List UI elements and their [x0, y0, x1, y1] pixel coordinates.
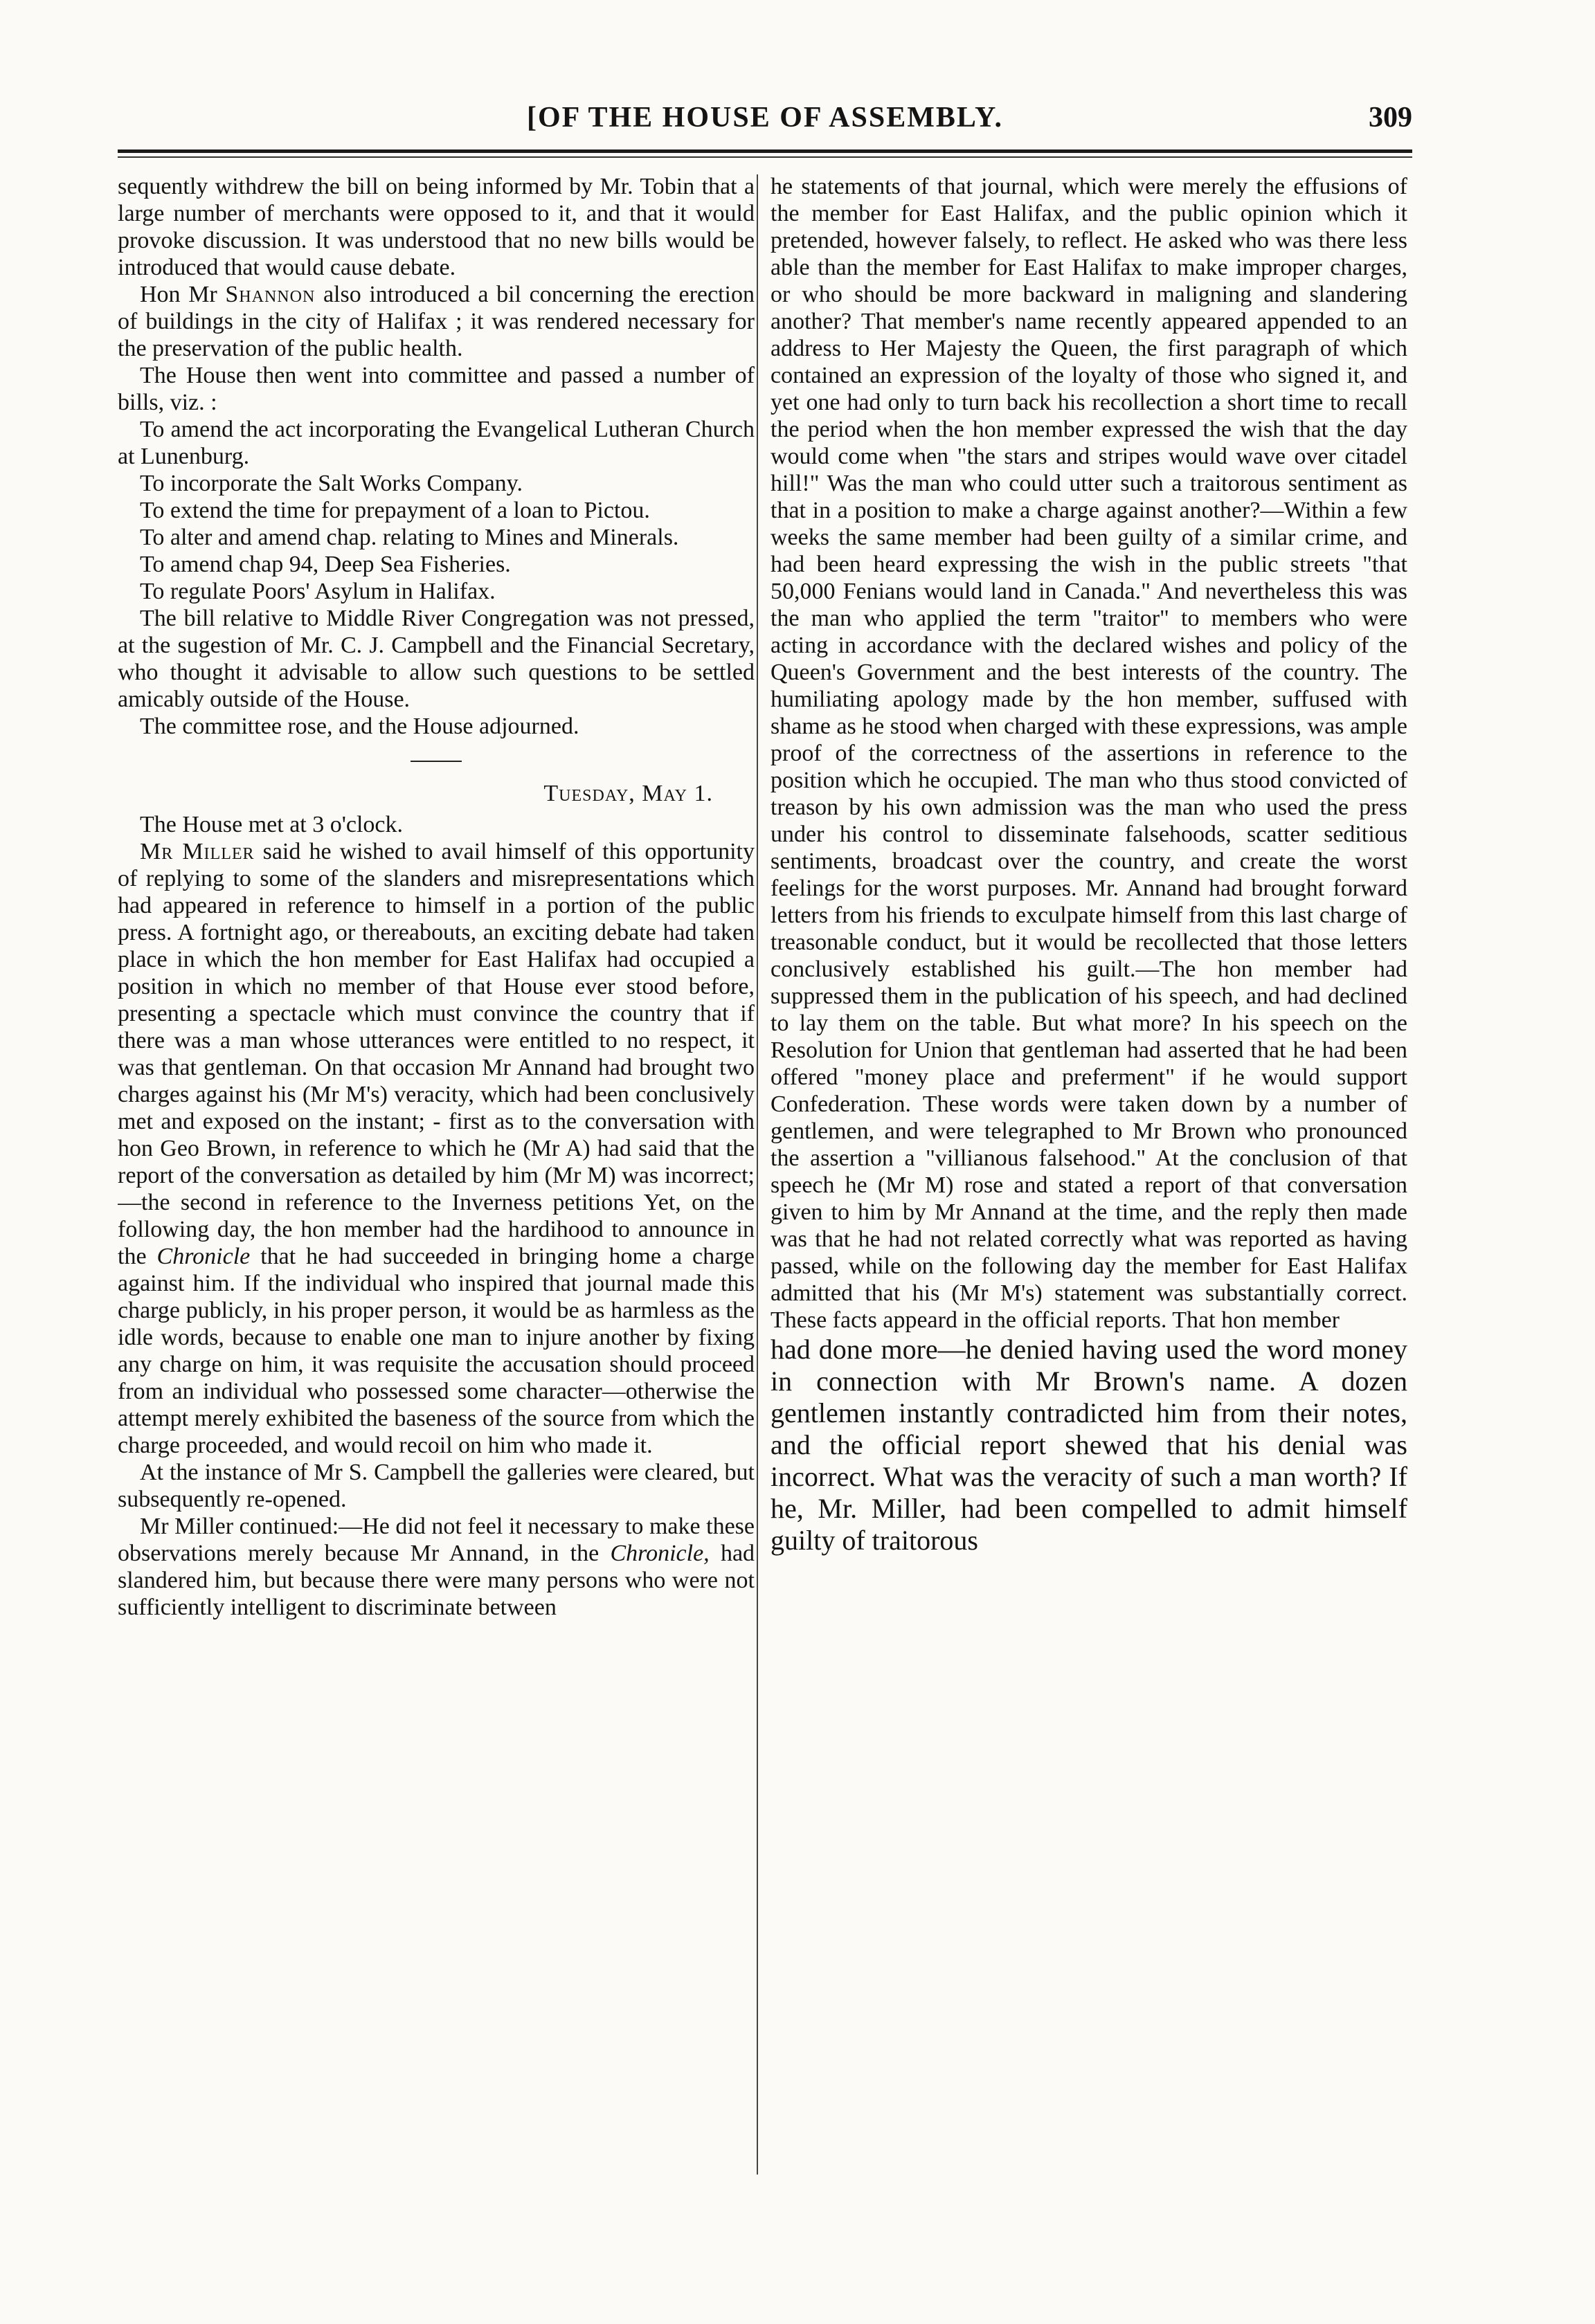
paragraph	[118, 838, 755, 1459]
paragraph: had done more—he denied having used the word money in connection with Mr Brown's name. A dozen gentlemen instantly contradicted him from their notes, and the official report shewed that his denial was incorrect. What was the veracity of such a man worth? If he, Mr. Miller, had been compelled to admit himself guilty of traitorous	[771, 1334, 1407, 1556]
speaker-name: Mr Miller	[140, 839, 255, 864]
paragraph: he statements of that journal, which were merely the effusions of the member for East Halifax, and the public opinion which it pretended, however falsely, to reflect. He asked who was there less able than the member for East Halifax to make improper charges, or who should be more backward in maligning and slandering another? That member's name recently appeared appended to an address to Her Majesty the Queen, the first paragraph of which contained an expression of the loyalty of those who signed it, and yet one had only to turn back his recollection a short time to recall the period when the hon member expressed the wish that the day would come when "the stars and stripes would wave over citadel hill!" Was the man who could utter such a traitorous sentiment as that in a position to make a charge against another?—Within a few weeks the same member had been guilty of a similar crime, and had been heard expressing the wish in the public streets "that 50,000 Fenians would land in Canada." And nevertheless this was the man who applied the term "traitor" to members who were acting in accordance with the declared wishes and policy of the Queen's Government and the best interests of the country. The humiliating apology made by the hon member, suffused with shame as he stood when charged with these expressions, was ample proof of the correctness of the assertions in reference to the position which he occupied. The man who thus stood convicted of treason by his own admission was the man who used the press under his control to disseminate falsehoods, scatter seditious sentiments, broadcast over the country, and create the worst feelings for the worst purposes. Mr. Annand had brought forward letters from his friends to exculpate himself from this last charge of treasonable conduct, but it would be recollected that those letters conclusively established his guilt.—The hon member had suppressed them in the publication of his speech, and had declined to lay them on the table. But what more? In his speech on the Resolution for Union that gentleman had asserted that he had been offered "money place and preferment" if he would support Confederation. These words were taken down by a number of gentlemen, and were telegraphed to Mr Brown who pronounced the assertion a "villianous falsehood." At the conclusion of that speech he (Mr M) rose and stated a report of that conversation given to him by Mr Annand at the time, and the reply then made was that he had not related correctly what was reported as having passed, while on the following day the member for East Halifax admitted that his (Mr M's) statement was substantially correct. These facts appeard in the official reports. That hon member	[771, 174, 1407, 1333]
paragraph-text: also introduced a bil concerning the erection of buildings in the city of Halifax ; it was rendered necessary for the preservation of the public health.	[118, 282, 755, 361]
header-rule-thick	[118, 149, 1412, 153]
paragraph-text: Mr Miller continued:—He did not feel it necessary to make these observations merely because Mr Annand, in the	[118, 1514, 755, 1566]
dateline: Tuesday, May 1.	[543, 781, 713, 806]
bill-item: To alter and amend chap. relating to Mines and Minerals.	[140, 525, 679, 550]
speaker-name: Shannon	[225, 282, 316, 307]
newspaper-title: Chronicle,	[610, 1541, 710, 1566]
paragraph	[118, 1513, 755, 1621]
bill-item: To extend the time for prepayment of a loan to Pictou.	[140, 498, 650, 523]
paragraph	[118, 281, 755, 362]
running-head: [OF THE HOUSE OF ASSEMBLY.	[526, 102, 1004, 134]
header-rule-thin	[118, 156, 1412, 158]
paragraph: The bill relative to Middle River Congregation was not pressed, at the sugestion of Mr. C. J. Campbell and the Financial Secretary, who thought it advisable to allow such questions to be settled amicably outside of the House.	[118, 606, 755, 712]
bill-item: To amend the act incorporating the Evangelical Lutheran Church at Lunenburg.	[118, 417, 755, 469]
bill-item: To regulate Poors' Asylum in Halifax.	[140, 579, 496, 604]
page-header	[118, 101, 1412, 143]
paragraph-text: that he had succeeded in bringing home a charge against him. If the individual who inspired that journal made this charge publicly, in his proper person, it would be as harmless as the idle words, because to enable one man to injure another by fixing any charge on him, it was requisite the accusation should proceed from an individual who possessed some character—otherwise the attempt merely exhibited the baseness of the source from which the charge proceeded, and would recoil on him who made it.	[118, 1244, 755, 1458]
bill-item: To incorporate the Salt Works Company.	[140, 471, 523, 496]
paragraph: The committee rose, and the House adjourned.	[140, 714, 579, 739]
paragraph: The House met at 3 o'clock.	[140, 812, 404, 837]
paragraph-text: had slandered him, but because there were many persons who were not sufficiently intelligent to discriminate between	[118, 1541, 755, 1620]
section-divider	[411, 761, 462, 762]
column-divider	[757, 174, 758, 2175]
paragraph: sequently withdrew the bill on being informed by Mr. Tobin that a large number of merchants were opposed to it, and that it would provoke discussion. It was understood that no new bills would be introduced that would cause debate.	[118, 174, 755, 280]
page-number: 309	[1369, 102, 1412, 134]
paragraph-text: said he wished to avail himself of this opportunity of replying to some of the slanders and misrepresentations which had appeared in reference to himself in a portion of the public press. A fortnight ago, or thereabouts, an exciting debate had taken place in which the hon member for East Halifax had occupied a position in which no member of that House ever stood before, presenting a spectacle which must convince the country that if there was a man whose utterances were entitled to no respect, it was that gentleman. On that occasion Mr Annand had brought two charges against his (Mr M's) veracity, which had been conclusively met and exposed on the instant; - first as to the conversation with hon Geo Brown, in reference to which he (Mr A) had said that the report of the conversation as detailed by him (Mr M) was incorrect;—the second in reference to the Inverness petitions Yet, on the following day, the hon member had the hardihood to announce in the	[118, 839, 755, 1269]
paragraph: The House then went into committee and passed a number of bills, viz. :	[118, 363, 755, 415]
speaker-lead: Hon Mr	[140, 282, 217, 307]
bill-item: To amend chap 94, Deep Sea Fisheries.	[140, 552, 511, 577]
left-column	[118, 173, 755, 2249]
newspaper-title: Chronicle	[156, 1244, 251, 1269]
right-column	[771, 173, 1407, 2249]
paragraph: At the instance of Mr S. Campbell the galleries were cleared, but subsequently re-opened.	[118, 1460, 755, 1512]
